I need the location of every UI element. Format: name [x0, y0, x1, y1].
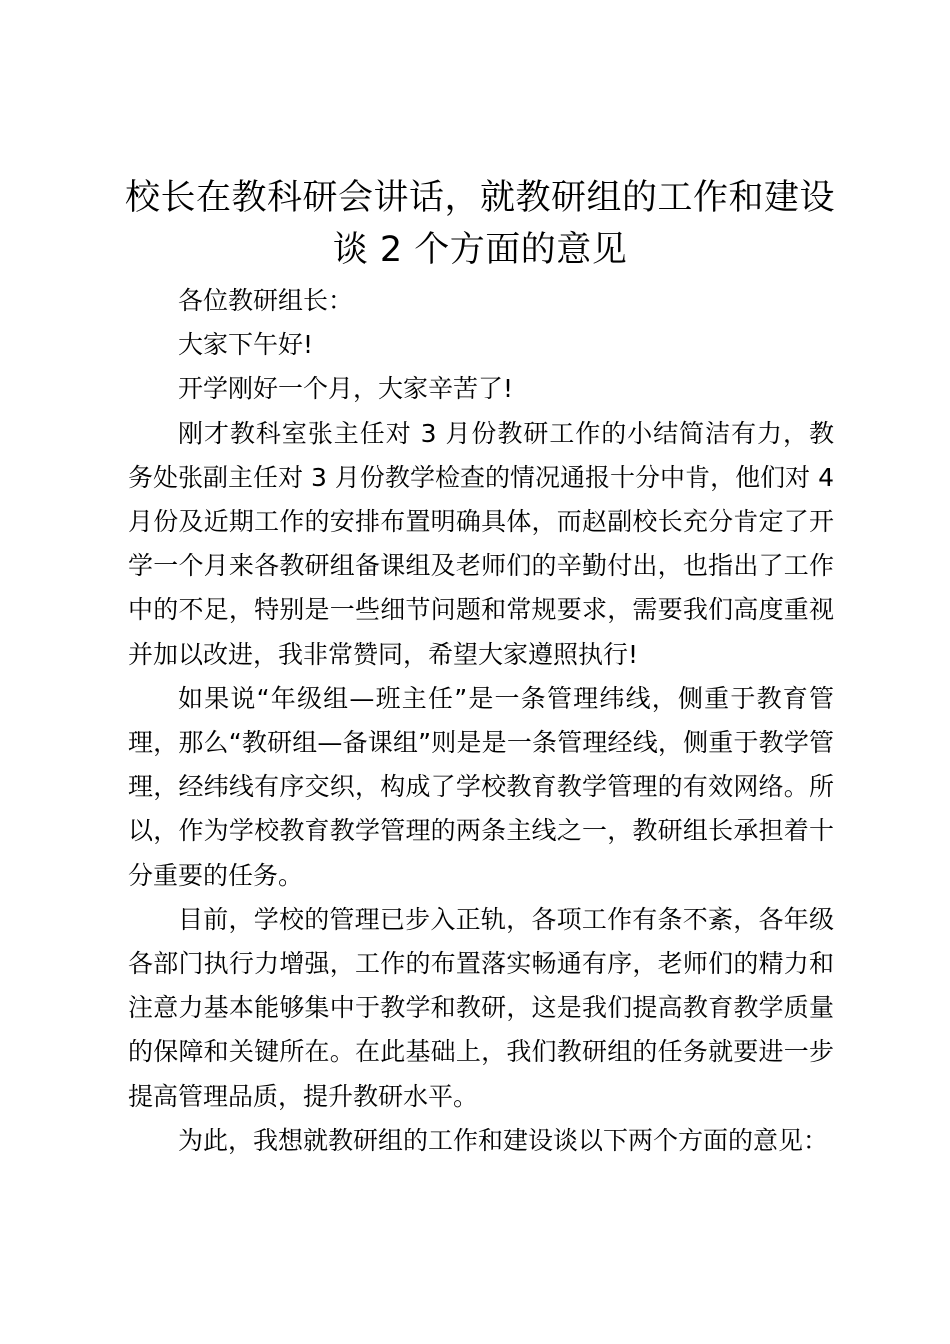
paragraph-management-lines: 如果说“年级组—班主任”是一条管理纬线，侧重于教育管理，那么“教研组—备课组”则是是一条管理经线，侧重于教学管理，经纬线有序交织，构成了学校教育教学管理的有效网络。所以，作为学校教育教学管理的两条主线之一，教研组长承担着十分重要的任务。	[128, 683, 834, 890]
title-line-1: 校长在教科研会讲话，就教研组的工作和建设	[124, 178, 835, 218]
salutation: 各位教研组长：	[178, 286, 354, 315]
document-title	[110, 172, 850, 276]
title-line-2: 谈 2 个方面的意见	[332, 230, 628, 270]
opening-remark: 开学刚好一个月，大家辛苦了!	[178, 374, 514, 404]
paragraph-transition: 为此，我想就教研组的工作和建设谈以下两个方面的意见：	[178, 1125, 829, 1155]
document-body	[128, 279, 834, 1163]
paragraph-review: 刚才教科室张主任对 3 月份教研工作的小结简洁有力，教务处张副主任对 3 月份教学检查的情况通报十分中肯，他们对 4 月份及近期工作的安排布置明确具体，而赵副校长充分肯定了开学一个月来各教研组备课组及老师们的辛勤付出，也指出了工作中的不足，特别是一些细节问题和常规要求，需要我们高度重视并加以改进，我非常赞同，希望大家遵照执行!	[128, 418, 834, 669]
paragraph-current-status: 目前，学校的管理已步入正轨，各项工作有条不紊，各年级各部门执行力增强，工作的布置落实畅通有序，老师们的精力和注意力基本能够集中于教学和教研，这是我们提高教育教学质量的保障和关键所在。在此基础上，我们教研组的任务就要进一步提高管理品质，提升教研水平。	[128, 904, 834, 1111]
greeting: 大家下午好!	[178, 330, 314, 360]
